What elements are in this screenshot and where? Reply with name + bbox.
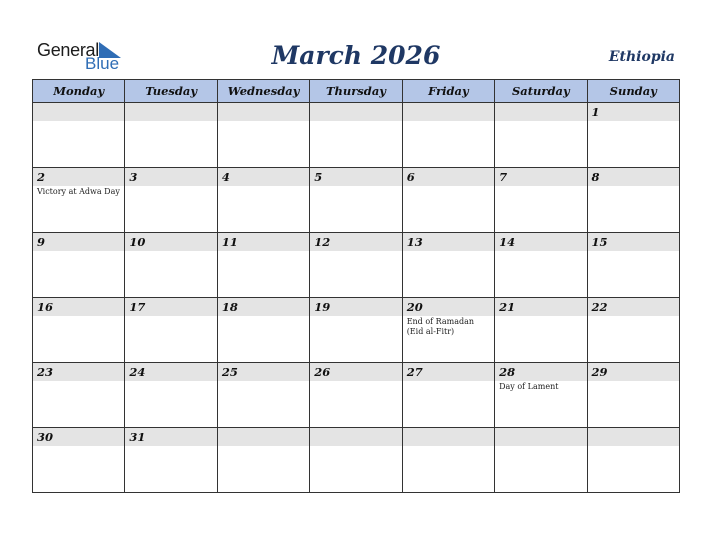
day-cell	[217, 168, 309, 233]
day-cell	[310, 233, 402, 298]
day-number-band	[33, 428, 124, 446]
day-number-band	[310, 103, 401, 121]
day-number-band	[125, 168, 216, 186]
day-cell	[217, 363, 309, 428]
empty-cell	[402, 428, 494, 493]
day-number-band	[495, 363, 586, 381]
day-cell-content	[495, 233, 586, 297]
holiday-label: End of Ramadan (Eid al-Fitr)	[406, 317, 475, 336]
day-number-band	[218, 233, 309, 251]
day-number-band	[218, 298, 309, 316]
day-cell-content	[310, 103, 401, 167]
calendar-grid	[32, 79, 680, 493]
day-cell-content	[125, 233, 216, 297]
day-number: 9	[37, 235, 46, 249]
day-number: 8	[591, 170, 600, 184]
day-cell	[495, 233, 587, 298]
day-cell-content	[33, 428, 124, 492]
day-number-band	[588, 168, 679, 186]
day-cell-content	[218, 428, 309, 492]
week-row	[33, 428, 680, 493]
day-cell-content	[310, 233, 401, 297]
day-cell-content	[495, 103, 586, 167]
day-number-band	[310, 168, 401, 186]
day-cell-content	[495, 363, 586, 427]
empty-cell	[125, 103, 217, 168]
day-number-band	[33, 363, 124, 381]
day-number: 23	[37, 365, 54, 379]
day-number-band	[125, 298, 216, 316]
day-cell	[217, 298, 309, 363]
day-cell-content	[403, 428, 494, 492]
week-row	[33, 363, 680, 428]
weekday-header: Saturday	[495, 80, 587, 103]
weekday-header: Tuesday	[125, 80, 217, 103]
day-cell	[587, 363, 679, 428]
day-number: 25	[221, 365, 238, 379]
week-row	[33, 233, 680, 298]
day-number-band	[495, 233, 586, 251]
weekday-header: Sunday	[587, 80, 679, 103]
empty-cell	[310, 428, 402, 493]
day-cell	[125, 428, 217, 493]
day-cell	[33, 428, 125, 493]
day-cell	[33, 168, 125, 233]
day-cell-content	[33, 168, 124, 232]
day-cell	[310, 363, 402, 428]
day-cell-content	[403, 233, 494, 297]
day-cell-content	[495, 298, 586, 362]
calendar-title: March 2026	[271, 41, 441, 70]
day-cell	[125, 168, 217, 233]
day-number-band	[125, 103, 216, 121]
day-number-band	[403, 363, 494, 381]
weekday-header: Friday	[402, 80, 494, 103]
logo-text-blue: Blue	[85, 54, 120, 73]
day-number: 6	[406, 170, 415, 184]
day-number-band	[403, 233, 494, 251]
day-cell-content	[218, 298, 309, 362]
weekday-header-row	[33, 80, 680, 103]
day-number: 18	[221, 300, 238, 314]
weekday-header: Monday	[33, 80, 125, 103]
day-number: 5	[314, 170, 323, 184]
weekday-header: Thursday	[310, 80, 402, 103]
day-cell	[125, 233, 217, 298]
day-cell-content	[125, 298, 216, 362]
day-cell-content	[310, 298, 401, 362]
day-number: 22	[591, 300, 608, 314]
day-cell-content	[495, 168, 586, 232]
day-number-band	[310, 363, 401, 381]
day-number-band	[33, 233, 124, 251]
country-name: Ethiopia	[608, 49, 675, 65]
day-number-band	[495, 428, 586, 446]
day-cell	[217, 233, 309, 298]
day-cell-content	[588, 168, 679, 232]
day-cell-content	[310, 363, 401, 427]
day-cell-content	[33, 363, 124, 427]
day-cell	[125, 363, 217, 428]
day-number-band	[495, 168, 586, 186]
day-number-band	[403, 103, 494, 121]
day-cell-content	[403, 363, 494, 427]
day-cell-content	[125, 168, 216, 232]
day-cell-content	[310, 168, 401, 232]
day-cell	[402, 168, 494, 233]
day-number: 12	[314, 235, 331, 249]
empty-cell	[217, 103, 309, 168]
day-cell-content	[125, 363, 216, 427]
day-cell-content	[33, 233, 124, 297]
day-number-band	[403, 168, 494, 186]
day-number-band	[588, 363, 679, 381]
day-cell-content	[218, 103, 309, 167]
day-number-band	[588, 233, 679, 251]
week-row	[33, 168, 680, 233]
empty-cell	[587, 428, 679, 493]
day-number: 20	[406, 300, 423, 314]
day-number: 14	[499, 235, 516, 249]
day-cell	[125, 298, 217, 363]
day-number: 13	[406, 235, 423, 249]
day-cell-content	[218, 233, 309, 297]
day-cell	[402, 298, 494, 363]
day-cell-content	[125, 103, 216, 167]
day-cell	[33, 363, 125, 428]
day-number: 26	[314, 365, 331, 379]
day-number-band	[218, 428, 309, 446]
day-number-band	[125, 428, 216, 446]
week-row	[33, 103, 680, 168]
day-cell	[587, 168, 679, 233]
day-cell	[495, 298, 587, 363]
day-cell	[495, 168, 587, 233]
day-cell	[402, 233, 494, 298]
holiday-label: Day of Lament	[499, 382, 559, 391]
week-row	[33, 298, 680, 363]
day-number-band	[33, 103, 124, 121]
day-cell-content	[588, 103, 679, 167]
day-cell-content	[588, 363, 679, 427]
day-number-band	[33, 298, 124, 316]
day-cell-content	[403, 298, 494, 362]
day-cell-content	[33, 103, 124, 167]
day-cell	[33, 298, 125, 363]
day-cell-content	[125, 428, 216, 492]
day-number-band	[588, 428, 679, 446]
day-number: 7	[499, 170, 508, 184]
day-number: 31	[129, 430, 146, 444]
day-cell-content	[218, 363, 309, 427]
day-number-band	[310, 428, 401, 446]
day-number-band	[495, 103, 586, 121]
weekday-header: Wednesday	[217, 80, 309, 103]
day-number: 2	[37, 170, 46, 184]
day-number: 27	[406, 365, 423, 379]
day-cell-content	[588, 428, 679, 492]
day-cell-content	[588, 233, 679, 297]
day-number-band	[218, 363, 309, 381]
empty-cell	[402, 103, 494, 168]
day-cell	[587, 233, 679, 298]
day-number-band	[403, 298, 494, 316]
day-cell	[402, 363, 494, 428]
day-cell-content	[33, 298, 124, 362]
day-cell	[587, 298, 679, 363]
empty-cell	[217, 428, 309, 493]
day-number-band	[218, 103, 309, 121]
empty-cell	[310, 103, 402, 168]
day-number: 1	[591, 105, 600, 119]
day-number: 24	[129, 365, 146, 379]
day-number: 17	[129, 300, 146, 314]
day-number-band	[310, 233, 401, 251]
holiday-label: Victory at Adwa Day	[37, 187, 120, 196]
logo-text-general: General	[37, 40, 99, 60]
day-number: 3	[129, 170, 138, 184]
day-cell-content	[403, 168, 494, 232]
day-cell	[310, 168, 402, 233]
day-number-band	[495, 298, 586, 316]
day-number-band	[125, 233, 216, 251]
day-number: 29	[591, 365, 608, 379]
day-cell	[33, 233, 125, 298]
day-number: 30	[37, 430, 54, 444]
day-cell-content	[588, 298, 679, 362]
day-number-band	[403, 428, 494, 446]
day-cell	[587, 103, 679, 168]
day-number: 21	[499, 300, 516, 314]
day-number: 4	[221, 170, 230, 184]
day-number: 16	[37, 300, 54, 314]
day-number-band	[125, 363, 216, 381]
day-number-band	[33, 168, 124, 186]
day-number: 10	[129, 235, 146, 249]
day-number-band	[310, 298, 401, 316]
day-number: 28	[499, 365, 516, 379]
day-cell	[310, 298, 402, 363]
empty-cell	[495, 103, 587, 168]
day-number: 15	[591, 235, 608, 249]
day-cell	[495, 363, 587, 428]
day-cell-content	[403, 103, 494, 167]
day-number: 19	[314, 300, 331, 314]
day-cell-content	[495, 428, 586, 492]
day-number: 11	[221, 235, 238, 249]
day-cell-content	[218, 168, 309, 232]
empty-cell	[495, 428, 587, 493]
empty-cell	[33, 103, 125, 168]
day-number-band	[588, 103, 679, 121]
day-number-band	[218, 168, 309, 186]
day-number-band	[588, 298, 679, 316]
day-cell-content	[310, 428, 401, 492]
